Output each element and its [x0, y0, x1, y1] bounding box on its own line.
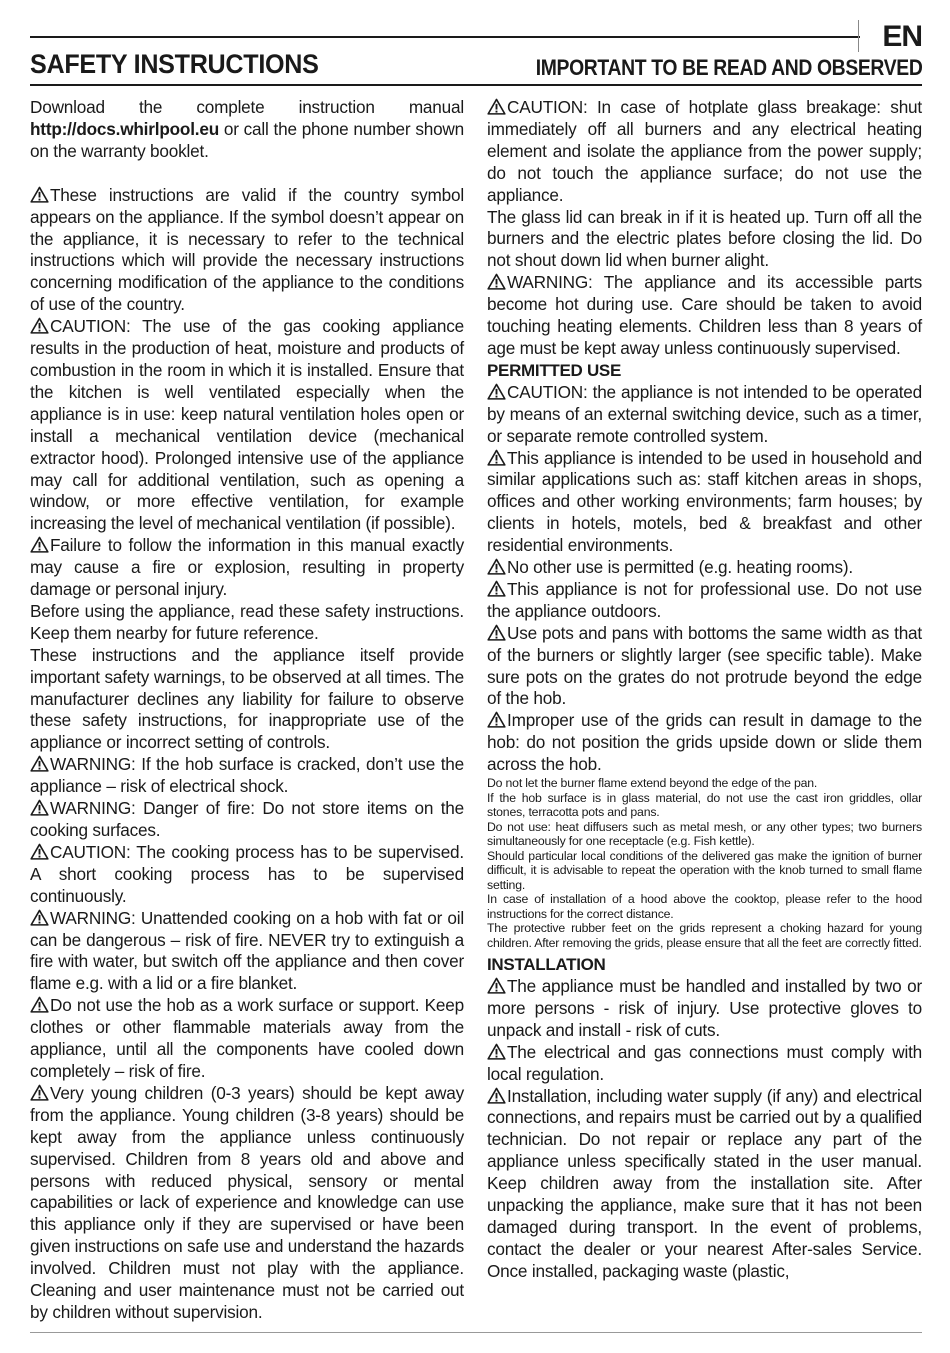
safety-paragraph: CAUTION: In case of hotplate glass breakage: shut immediately off all burners and any electrical heating element and isolate the appliance from the power supply; do not touch the appliance surface; do not use the appliance. — [487, 97, 922, 205]
small-note: The protective rubber feet on the grids represent a choking hazard for young children. After removing the grids, please ensure that all the feet are correctly fitted. — [487, 921, 922, 950]
safety-paragraph: These instructions and the appliance itself provide important safety warnings, to be observed at all times. The manufacturer declines any liability for failure to observe these safety instructions, for inappropriate use of the appliance or incorrect setting of controls. — [30, 644, 464, 753]
top-tick-divider — [858, 20, 859, 52]
small-note: Should particular local conditions of the delivered gas make the ignition of burner difficult, it is advisable to repeat the operation with the knob turned to small flame setting. — [487, 848, 922, 892]
permitted-use-paragraph-list — [487, 382, 922, 776]
language-code: EN — [882, 20, 922, 53]
safety-paragraph: Installation, including water supply (if any) and electrical connections, and repairs must be carried out by a qualified technician. Do not repair or replace any part of the appliance unless specifically stated in the user manual. Keep children away from the installation site. After unpacking the appliance, make sure that it has not been damaged during transport. In the event of problems, contact the dealer or your nearest After-sales Service. Once installed, packaging waste (plastic, — [487, 1085, 922, 1281]
safety-paragraph: Before using the appliance, read these safety instructions. Keep them nearby for future reference. — [30, 600, 464, 643]
safety-paragraph: WARNING: The appliance and its accessible parts become hot during use. Care should be taken to avoid touching heating elements. Children less than 8 years of age must be kept away unless continuously supervised. — [487, 272, 922, 358]
warning-triangle-icon — [487, 1087, 506, 1104]
header-rule — [30, 84, 922, 86]
left-paragraph-list — [30, 185, 464, 1324]
warning-triangle-icon — [30, 317, 49, 334]
safety-paragraph: WARNING: If the hob surface is cracked, don’t use the appliance – risk of electrical shock. — [30, 754, 464, 797]
safety-paragraph: Use pots and pans with bottoms the same width as that of the burners or slightly larger (see specific table). Make sure pots on the grates do not protrude beyond the edge of the hob. — [487, 622, 922, 709]
footer-rule — [30, 1332, 922, 1333]
warning-triangle-icon — [487, 383, 506, 400]
warning-triangle-icon — [487, 624, 506, 641]
safety-paragraph: CAUTION: The use of the gas cooking appliance results in the production of heat, moisture and products of combustion in the room in which it is installed. Ensure that the kitchen is well ventilated especially when the appliance is in use: keep natural ventilation holes open or install a mechanical ventilation device (mechanical extractor hood). Prolonged intensive use of the appliance may call for additional ventilation, such as opening a window, or more effective ventilation, for example increasing the level of mechanical ventilation (if possible). — [30, 316, 464, 534]
installation-paragraph-list — [487, 976, 922, 1283]
right-column — [487, 97, 922, 1283]
warning-triangle-icon — [30, 996, 49, 1013]
safety-paragraph: These instructions are valid if the country symbol appears on the appliance. If the symbol doesn’t appear on the appliance, it is necessary to refer to the technical instructions which will provide the necessary instructions concerning modification of the appliance to the conditions of use of the country. — [30, 184, 464, 315]
safety-paragraph: This appliance is intended to be used in household and similar applications such as: staff kitchen areas in shops, offices and other working environments; farm houses; by clients in hotels, motels, bed & breakfast and other residential environments. — [487, 447, 922, 556]
warning-triangle-icon — [30, 536, 49, 553]
warning-triangle-icon — [487, 580, 506, 597]
left-column — [30, 97, 464, 1324]
page-title: SAFETY INSTRUCTIONS — [30, 49, 319, 79]
warning-triangle-icon — [487, 449, 506, 466]
section-heading-permitted-use: PERMITTED USE — [487, 360, 622, 380]
warning-triangle-icon — [30, 843, 49, 860]
safety-paragraph: Improper use of the grids can result in damage to the hob: do not position the grids upside down or slide them across the hob. — [487, 710, 922, 775]
small-note: If the hob surface is in glass material, do not use the cast iron griddles, ollar stones, terracotta pots and pans. — [487, 790, 922, 820]
safety-paragraph: WARNING: Unattended cooking on a hob with fat or oil can be dangerous – risk of fire. NEVER try to extinguish a fire with water, but switch off the appliance and then cover flame e.g. with a lid or a fire blanket. — [30, 907, 464, 994]
intro-paragraph: Download the complete instruction manual http://docs.whirlpool.eu or call the phone number shown on the warranty booklet. — [30, 97, 464, 161]
safety-paragraph: This appliance is not for professional use. Do not use the appliance outdoors. — [487, 578, 922, 621]
small-note: In case of installation of a hood above the cooktop, please refer to the hood instructions for the correct distance. — [487, 892, 922, 921]
warning-triangle-icon — [487, 977, 506, 994]
safety-paragraph: WARNING: Danger of fire: Do not store items on the cooking surfaces. — [30, 798, 464, 840]
safety-paragraph: The glass lid can break in if it is heated up. Turn off all the burners and the electric plates before closing the lid. Do not shout down lid when burner alight. — [487, 206, 922, 271]
warning-triangle-icon — [487, 98, 506, 115]
safety-paragraph: The electrical and gas connections must comply with local regulation. — [487, 1041, 922, 1084]
section-heading-installation: INSTALLATION — [487, 955, 606, 975]
safety-paragraph: Do not use the hob as a work surface or support. Keep clothes or other flammable materials away from the appliance, until all the components have cooled down completely – risk of fire. — [30, 995, 464, 1081]
safety-paragraph: No other use is permitted (e.g. heating rooms). — [487, 557, 922, 579]
warning-triangle-icon — [30, 909, 49, 926]
safety-paragraph: Failure to follow the information in this manual exactly may cause a fire or explosion, resulting in property damage or personal injury. — [30, 535, 464, 600]
small-notes-list — [487, 776, 922, 950]
warning-triangle-icon — [30, 755, 49, 772]
right-top-paragraph-list — [487, 97, 922, 360]
small-note: Do not use: heat diffusers such as metal mesh, or any other types; two burners simultaneously for one receptacle (e.g. Fish kettle). — [487, 819, 922, 849]
page-subtitle: IMPORTANT TO BE READ AND OBSERVED — [535, 55, 922, 80]
safety-paragraph: CAUTION: The cooking process has to be supervised. A short cooking process has to be supervised continuously. — [30, 841, 464, 906]
warning-triangle-icon — [487, 273, 506, 290]
warning-triangle-icon — [30, 799, 49, 816]
warning-triangle-icon — [30, 1084, 49, 1101]
warning-triangle-icon — [487, 711, 506, 728]
warning-triangle-icon — [487, 1043, 506, 1060]
safety-paragraph: The appliance must be handled and installed by two or more persons - risk of injury. Use protective gloves to unpack and install - risk of cuts. — [487, 976, 922, 1040]
safety-paragraph: CAUTION: the appliance is not intended to be operated by means of an external switching device, such as a timer, or separate remote controlled system. — [487, 381, 922, 446]
warning-triangle-icon — [30, 186, 49, 203]
manual-link[interactable]: http://docs.whirlpool.eu — [30, 118, 220, 139]
top-rule — [30, 36, 860, 38]
warning-triangle-icon — [487, 558, 506, 575]
safety-paragraph: Very young children (0-3 years) should be kept away from the appliance. Young children (3-8 years) should be kept away from the appliance unless continuously supervised. Children from 8 years old and above and persons with reduced physical, sensory or mental capabilities or lack of experience and knowledge can use this appliance only if they are supervised or have been given instructions on safe use and understand the hazards involved. Children must not play with the appliance. Cleaning and user maintenance must not be carried out by children without supervision. — [30, 1082, 464, 1322]
small-note: Do not let the burner flame extend beyond the edge of the pan. — [487, 776, 818, 791]
